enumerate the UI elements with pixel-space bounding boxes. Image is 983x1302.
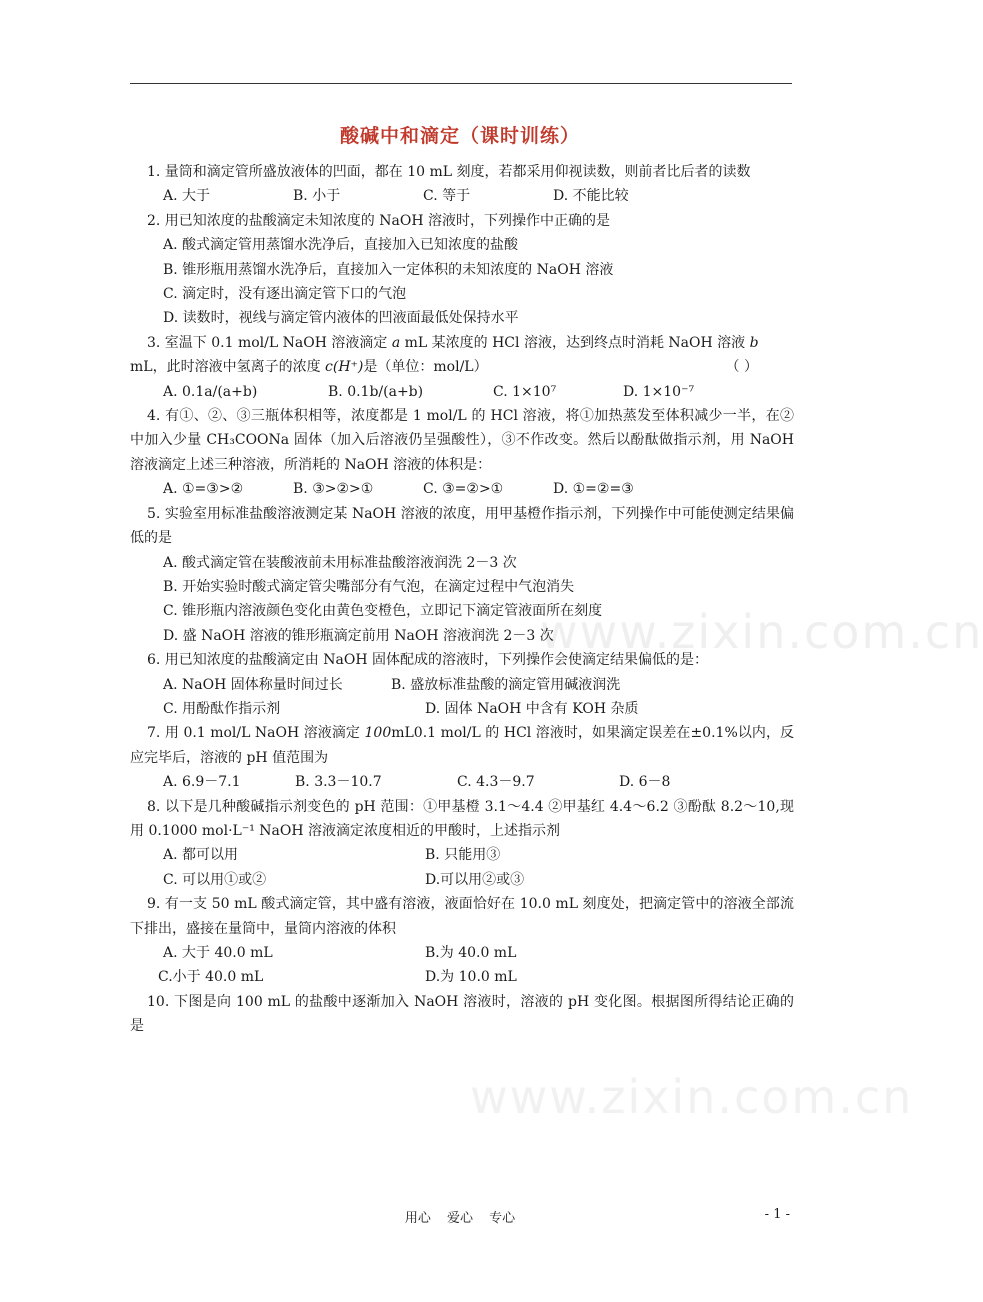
question-8-options-row-1 <box>130 843 794 867</box>
question-3 <box>130 331 794 380</box>
question-4-options <box>130 477 794 501</box>
option-c: C.小于 40.0 mL <box>158 969 264 986</box>
question-1-options <box>130 184 794 208</box>
question-6-options-row-1 <box>130 673 794 697</box>
option-b: B. 3.3－10.7 <box>295 774 382 791</box>
option-d: D. 读数时，视线与滴定管内液体的凹液面最低处保持水平 <box>163 310 519 327</box>
question-1: 1. 量筒和滴定管所盛放液体的凹面，都在 10 mL 刻度，若都采用仰视读数，则前者比后者的读数 <box>147 164 751 180</box>
option-a: A. 酸式滴定管在装酸液前未用标准盐酸溶液润洗 2－3 次 <box>163 554 517 571</box>
variable-a: a <box>391 334 401 351</box>
variable-b: b <box>749 334 759 351</box>
option-b: B. 盛放标准盐酸的滴定管用碱液润洗 <box>391 676 621 693</box>
option-a: A. NaOH 固体称量时间过长 <box>163 676 343 693</box>
option-b: B.为 40.0 mL <box>425 945 517 961</box>
option-d: D. 1×10⁻⁷ <box>623 383 695 400</box>
page-number: - 1 - <box>764 1207 790 1222</box>
footer-motto: 用心 爱心 专心 <box>404 1211 516 1226</box>
question-7-text: 7. 用 0.1 mol/L NaOH 溶液滴定 <box>147 725 360 742</box>
option-c: C. 可以用①或② <box>163 871 267 888</box>
question-9: 9. 有一支 50 mL 酸式滴定管，其中盛有溶液，液面恰好在 10.0 mL 刻度处，把滴定管中的溶液全部流下排出，盛接在量筒中，量筒内溶液的体积 <box>130 896 794 937</box>
option-d: D. 不能比较 <box>553 188 629 205</box>
option-b: B. ③>②>① <box>293 481 374 498</box>
page-title: 酸碱中和滴定（课时训练） <box>339 125 580 147</box>
option-d: D.可以用②或③ <box>425 871 525 888</box>
question-10: 10. 下图是向 100 mL 的盐酸中逐渐加入 NaOH 溶液时，溶液的 pH 变化图。根据图所得结论正确的是 <box>130 993 794 1035</box>
option-d: D. 固体 NaOH 中含有 KOH 杂质 <box>425 700 639 717</box>
option-a: A. 酸式滴定管用蒸馏水洗净后，直接加入已知浓度的盐酸 <box>163 237 519 254</box>
question-3-options <box>130 380 794 404</box>
question-6-options-row-2 <box>130 697 794 721</box>
option-c: C. 滴定时，没有逐出滴定管下口的气泡 <box>163 286 407 303</box>
question-4: 4. 有①、②、③三瓶体积相等，浓度都是 1 mol/L 的 HCl 溶液，将①加热蒸发至体积减少一半，在②中加入少量 CH₃COONa 固体（加入后溶液仍呈强酸性），③不作改变。然后以酚酞做指示剂，用 NaOH 溶液滴定上述三种溶液，所消耗的 NaOH 溶液的体积是： <box>130 408 794 473</box>
question-5: 5. 实验室用标准盐酸溶液测定某 NaOH 溶液的浓度，用甲基橙作指示剂，下列操作中可能使测定结果偏低的是 <box>130 505 794 547</box>
question-8: 8. 以下是几种酸碱指示剂变色的 pH 范围：①甲基橙 3.1～4.4 ②甲基红 4.4～6.2 ③酚酞 8.2～10,现用 0.1000 mol·L⁻¹ NaOH 溶液滴定浓度相近的甲酸时，上述指示剂 <box>130 798 794 839</box>
option-c: C. ③=②>① <box>423 481 504 498</box>
question-8-options-row-2 <box>130 868 794 892</box>
question-3-text: 是（单位：mol/L） <box>363 359 488 376</box>
option-d: D. ①=②=③ <box>553 481 634 498</box>
question-3-text: mL，此时溶液中氢离子的浓度 <box>130 359 321 376</box>
option-c: C. 1×10⁷ <box>493 383 557 400</box>
option-c: C. 用酚酞作指示剂 <box>163 700 281 717</box>
option-c: C. 4.3－9.7 <box>457 774 535 791</box>
watermark: www.zixin.com.cn <box>540 605 983 659</box>
option-c: C. 等于 <box>423 188 471 205</box>
option-a: A. 6.9－7.1 <box>163 774 241 791</box>
question-7-options <box>130 770 794 794</box>
answer-parentheses: （ ） <box>725 359 758 376</box>
option-d: D.为 10.0 mL <box>425 969 517 986</box>
option-a: A. ①=③>② <box>163 481 244 498</box>
option-d: D. 6－8 <box>619 774 671 791</box>
option-b: B. 锥形瓶用蒸馏水洗净后，直接加入一定体积的未知浓度的 NaOH 溶液 <box>163 261 614 278</box>
option-b: B. 0.1b/(a+b) <box>328 383 424 400</box>
option-a: A. 都可以用 <box>163 847 239 864</box>
option-b: B. 开始实验时酸式滴定管尖嘴部分有气泡，在滴定过程中气泡消失 <box>163 578 575 595</box>
question-2: 2. 用已知浓度的盐酸滴定未知浓度的 NaOH 溶液时，下列操作中正确的是 <box>147 212 610 229</box>
question-3-text: 3. 室温下 0.1 mol/L NaOH 溶液滴定 <box>147 334 388 351</box>
option-b: B. 只能用③ <box>425 847 501 864</box>
header-rule <box>130 83 792 84</box>
question-7 <box>130 721 794 770</box>
option-b: B. 小于 <box>293 188 341 205</box>
question-list <box>130 160 794 1039</box>
concentration-expression: c(H⁺) <box>325 359 364 376</box>
question-6: 6. 用已知浓度的盐酸滴定由 NaOH 固体配成的溶液时，下列操作会使滴定结果偏低的是： <box>147 652 708 669</box>
question-7-text: mL0.1 mol/L 的 HCl 溶液时，如果滴定误差在±0.1%以内，反应完毕后，溶液的 pH 值范围为 <box>130 725 795 766</box>
question-9-options-row-1 <box>130 941 794 965</box>
option-d: D. 盛 NaOH 溶液的锥形瓶滴定前用 NaOH 溶液润洗 2－3 次 <box>163 627 554 644</box>
option-a: A. 0.1a/(a+b) <box>163 383 258 400</box>
option-a: A. 大于 40.0 mL <box>163 945 273 961</box>
question-9-options-row-2 <box>130 965 794 989</box>
question-3-text: mL 某浓度的 HCl 溶液，达到终点时消耗 NaOH 溶液 <box>404 334 746 351</box>
watermark-lower: www.zixin.com.cn <box>470 1070 914 1124</box>
option-c: C. 锥形瓶内溶液颜色变化由黄色变橙色，立即记下滴定管液面所在刻度 <box>163 603 603 620</box>
volume-italic: 100 <box>364 725 392 742</box>
option-a: A. 大于 <box>163 188 211 205</box>
